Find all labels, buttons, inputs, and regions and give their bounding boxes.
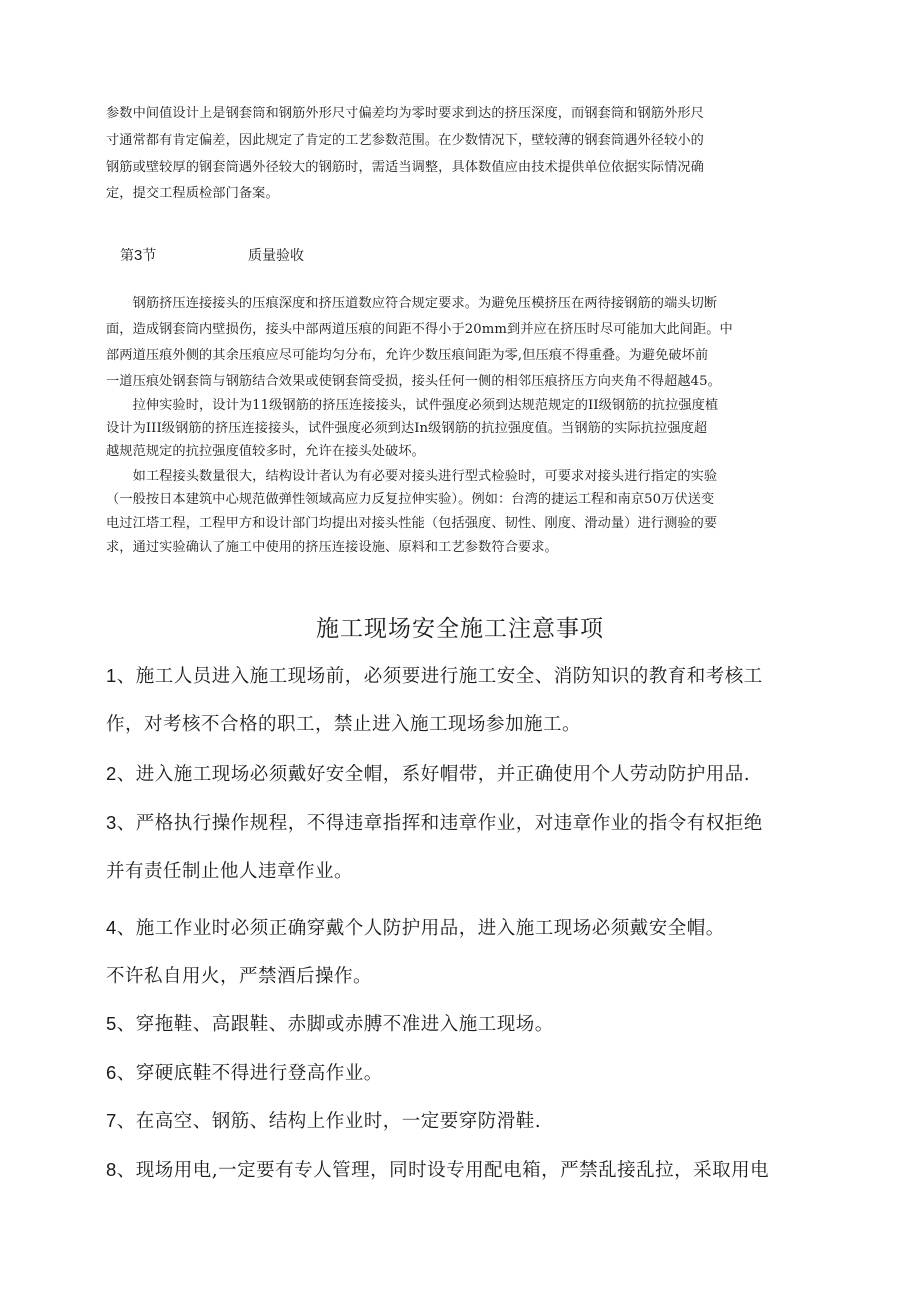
quality-line: 拉伸实验时，设计为11级钢筋的挤压连接接头，试件强度必须到达规范规定的II级钢筋的抗拉强度植 — [106, 398, 719, 413]
quality-line: 设计为III级钢筋的挤压连接接头，试件强度必须到达In级钢筋的抗拉强度值。当钢筋的实际抗拉强度超 — [106, 421, 708, 436]
safety-item-text: 、进入施工现场必须戴好安全帽，系好帽带，并正确使用个人劳动防护用品. — [116, 764, 751, 785]
safety-item — [106, 763, 750, 786]
safety-item-text: 、现场用电,一定要有专人管理，同时设专用配电箱，严禁乱接乱拉，采取用电 — [116, 1160, 770, 1181]
safety-item — [106, 1110, 541, 1133]
quality-line: （一般按日本建筑中心规范做弹性领域高应力反复拉伸实验）。例如：台湾的捷运工程和南京50万伏送变 — [106, 492, 715, 507]
safety-item-text: 、严格执行操作规程，不得违章指挥和违章作业，对违章作业的指令有权拒绝 — [116, 813, 763, 834]
safety-item-text: 、施工人员进入施工现场前，必须要进行施工安全、消防知识的教育和考核工 — [116, 666, 763, 687]
intro-line: 钢筋或壁较厚的钢套筒遇外径较大的钢筋时，需适当调整，具体数值应由技术提供单位依据实际情况确 — [106, 160, 704, 175]
safety-item-number: 6 — [106, 1062, 117, 1083]
section-name: 质量验收 — [248, 248, 304, 264]
section-prefix: 第 — [120, 248, 134, 264]
quality-line: 电过江塔工程，工程甲方和设计部门均提出对接头性能（包括强度、韧性、刚度、滑动量）进行测验的要 — [106, 516, 718, 531]
safety-item — [106, 665, 763, 688]
safety-item-text: 不许私自用火，严禁酒后操作。 — [106, 966, 373, 987]
quality-line: 如工程接头数量很大，结构设计者认为有必要对接头进行型式检验时，可要求对接头进行指定的实验 — [106, 469, 718, 484]
safety-item-number: 5 — [106, 1013, 117, 1034]
safety-item-number: 1 — [106, 665, 117, 686]
intro-line: 定，提交工程质检部门备案。 — [106, 186, 279, 201]
safety-item-number: 2 — [106, 763, 117, 784]
safety-item-text: 作，对考核不合格的职工，禁止进入施工现场参加施工。 — [106, 714, 582, 735]
safety-item-text: 、施工作业时必须正确穿戴个人防护用品，进入施工现场必须戴安全帽。 — [116, 918, 725, 939]
safety-item-number: 3 — [106, 812, 117, 833]
safety-item — [106, 917, 725, 940]
safety-item-text: 并有责任制止他人违章作业。 — [106, 861, 354, 882]
intro-line: 寸通常都有肯定偏差，因此规定了肯定的工艺参数范围。在少数情况下，壁较薄的钢套筒遇外径较小的 — [106, 133, 704, 148]
safety-item — [106, 860, 353, 883]
safety-item — [106, 812, 763, 835]
safety-item — [106, 1013, 554, 1036]
safety-item — [106, 713, 581, 736]
safety-item-number: 7 — [106, 1110, 117, 1131]
safety-item-text: 、穿硬底鞋不得进行登高作业。 — [116, 1063, 383, 1084]
safety-title: 施工现场安全施工注意事项 — [316, 616, 604, 642]
intro-line: 参数中间值设计上是钢套筒和钢筋外形尺寸偏差均为零时要求到达的挤压深度，而钢套筒和钢筋外形尺 — [106, 106, 704, 121]
safety-item-text: 、在高空、钢筋、结构上作业时，一定要穿防滑鞋. — [116, 1111, 542, 1132]
safety-item-number: 8 — [106, 1159, 117, 1180]
section-suffix: 节 — [142, 248, 157, 264]
quality-line: 越规范规定的抗拉强度值较多时，允许在接头处破坏。 — [106, 444, 425, 459]
safety-item-number: 4 — [106, 917, 117, 938]
section-heading — [120, 245, 304, 265]
safety-item — [106, 1159, 769, 1182]
quality-line: 面，造成钢套筒内壁损伤，接头中部两道压痕的间距不得小于20mm到并应在挤压时尽可能加大此间距。中 — [106, 322, 733, 337]
quality-line: 一道压痕处钢套筒与钢筋结合效果或使钢套筒受损，接头任何一侧的相邻压痕挤压方向夹角不得超越45。 — [106, 374, 721, 389]
safety-item-text: 、穿拖鞋、高跟鞋、赤脚或赤膊不准进入施工现场。 — [116, 1014, 554, 1035]
quality-line: 求，通过实验确认了施工中使用的挤压连接设施、原料和工艺参数符合要求。 — [106, 540, 558, 555]
quality-line: 钢筋挤压连接接头的压痕深度和挤压道数应符合规定要求。为避免压模挤压在两待接钢筋的端头切断 — [106, 296, 718, 311]
quality-line: 部两道压痕外侧的其余压痕应尽可能均匀分布，允许少数压痕间距为零,但压痕不得重叠。为避免破坏前 — [106, 348, 709, 363]
safety-item — [106, 965, 372, 988]
section-number: 3 — [134, 247, 143, 264]
safety-item — [106, 1062, 383, 1085]
